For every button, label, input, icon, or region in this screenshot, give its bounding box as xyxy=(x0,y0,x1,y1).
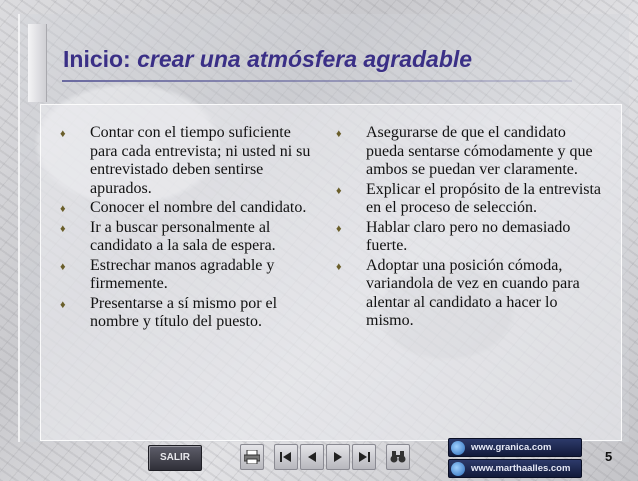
first-page-icon[interactable] xyxy=(274,444,298,470)
last-page-icon[interactable] xyxy=(352,444,376,470)
diamond-bullet-icon: ♦ xyxy=(60,222,66,235)
right-bullet-list xyxy=(334,124,604,332)
title-prefix: Inicio: xyxy=(63,46,138,72)
link-granica[interactable] xyxy=(448,438,582,457)
list-item xyxy=(334,181,604,218)
list-item xyxy=(58,257,318,294)
bullet-text: Estrechar manos agradable y firmemente. xyxy=(90,256,275,292)
navigation-toolbar xyxy=(240,443,410,471)
exit-button[interactable]: SALIR xyxy=(148,445,202,471)
diamond-bullet-icon: ♦ xyxy=(60,128,66,140)
link-label: www.granica.com xyxy=(471,442,552,453)
diamond-bullet-icon: ♦ xyxy=(336,222,342,235)
list-item xyxy=(58,295,318,332)
globe-icon xyxy=(451,462,465,476)
printer-icon[interactable] xyxy=(240,444,264,470)
list-item xyxy=(58,219,318,256)
diamond-bullet-icon: ♦ xyxy=(60,203,66,215)
list-item xyxy=(334,124,604,180)
bullet-text: Conocer el nombre del candidato. xyxy=(90,199,307,216)
title-emphasis: crear una atmósfera agradable xyxy=(137,46,473,72)
diamond-bullet-icon: ♦ xyxy=(60,260,66,273)
bullet-text: Explicar el propósito de la entrevista en el proceso de selección. xyxy=(366,180,602,216)
diamond-bullet-icon: ♦ xyxy=(60,298,66,311)
bullet-text: Adoptar una posición cómoda, variandola de vez en cuando para alentar al candidato a hacer lo mismo. xyxy=(366,256,580,329)
bullet-text: Hablar claro pero no demasiado fuerte. xyxy=(366,218,571,254)
previous-page-icon[interactable] xyxy=(300,444,324,470)
next-page-icon[interactable] xyxy=(326,444,350,470)
page-number: 5 xyxy=(605,449,613,464)
binoculars-icon[interactable] xyxy=(386,444,410,470)
list-item xyxy=(334,219,604,256)
diamond-bullet-icon: ♦ xyxy=(336,184,342,197)
bullet-text: Presentarse a sí mismo por el nombre y título del puesto. xyxy=(90,294,278,330)
left-bullet-list xyxy=(58,124,318,333)
globe-icon xyxy=(451,441,465,455)
bullet-text: Contar con el tiempo suficiente para cada entrevista; ni usted ni su entrevistado deben sentirse apurados. xyxy=(90,124,311,197)
link-label: www.marthaalles.com xyxy=(471,463,571,474)
diamond-bullet-icon: ♦ xyxy=(336,128,342,140)
bullet-text: Ir a buscar personalmente al candidato a la sala de espera. xyxy=(90,218,276,254)
title-accent-bar xyxy=(28,24,47,102)
list-item xyxy=(58,199,318,218)
link-marthaalles[interactable] xyxy=(448,459,582,478)
title-underline xyxy=(62,80,572,82)
bullet-text: Asegurarse de que el candidato pueda sentarse cómodamente y que ambos se puedan ver claramente. xyxy=(366,124,593,178)
slide-title xyxy=(63,46,472,73)
list-item xyxy=(334,257,604,331)
diamond-bullet-icon: ♦ xyxy=(336,260,342,273)
list-item xyxy=(58,124,318,198)
